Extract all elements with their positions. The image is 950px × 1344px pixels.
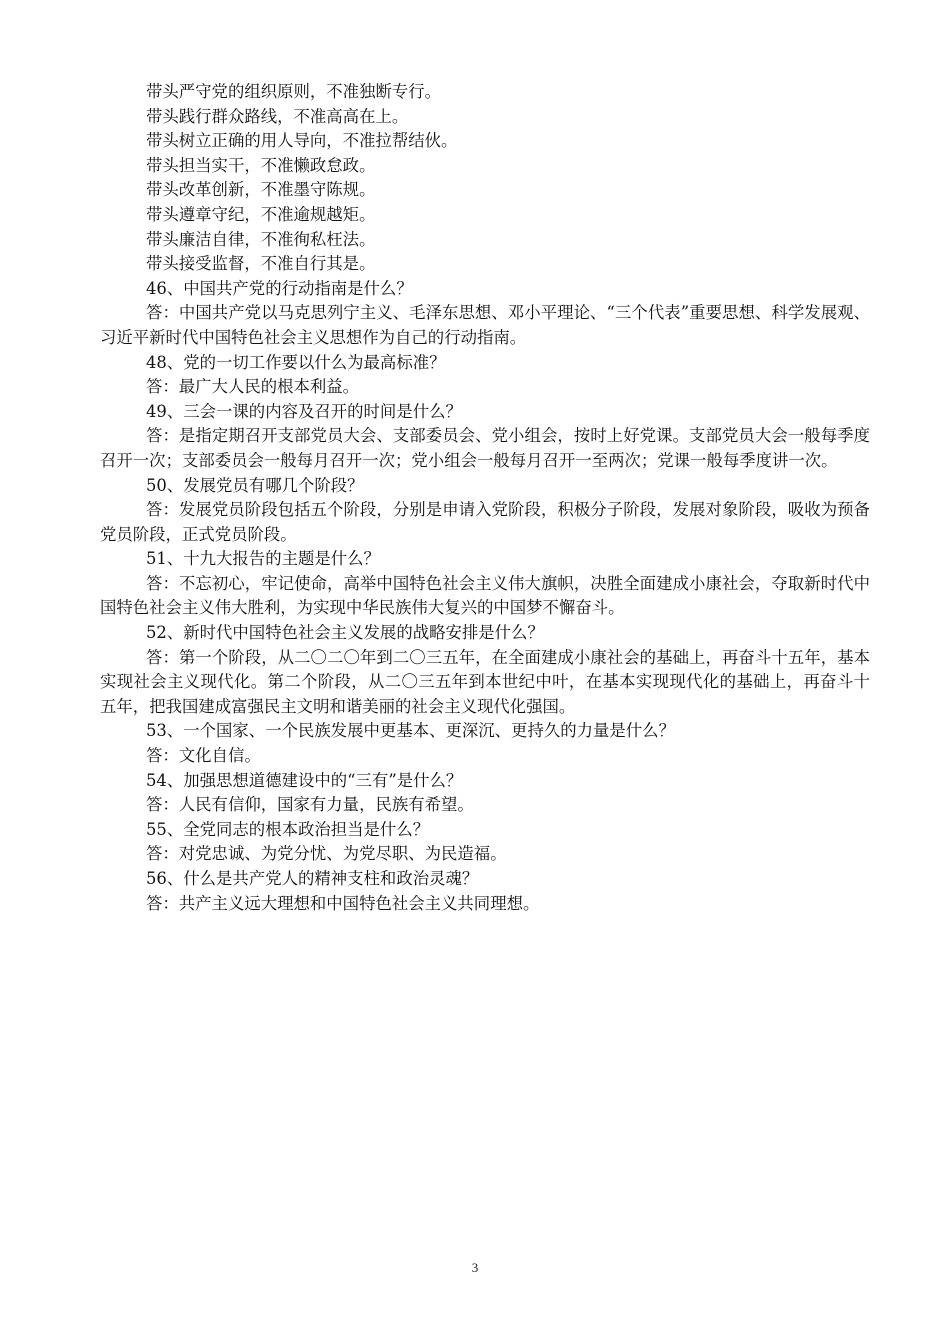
question-49: 49、三会一课的内容及召开的时间是什么？ bbox=[146, 401, 462, 421]
question-54: 54、加强思想道德建设中的“三有”是什么？ bbox=[146, 770, 463, 790]
answer-54: 答：人民有信仰，国家有力量，民族有希望。 bbox=[146, 795, 474, 815]
question-53: 53、一个国家、一个民族发展中更基本、更深沉、更持久的力量是什么？ bbox=[146, 721, 675, 741]
pledge-line: 带头廉洁自律，不准徇私枉法。 bbox=[146, 229, 376, 249]
question-50: 50、发展党员有哪几个阶段？ bbox=[146, 475, 364, 495]
question-52: 52、新时代中国特色社会主义发展的战略安排是什么？ bbox=[146, 623, 544, 643]
question-51: 51、十九大报告的主题是什么？ bbox=[146, 549, 380, 569]
pledge-line: 带头树立正确的用人导向，不准拉帮结伙。 bbox=[146, 131, 458, 151]
pledge-line: 带头遵章守纪，不准逾规越矩。 bbox=[146, 204, 376, 224]
question-48: 48、党的一切工作要以什么为最高标准？ bbox=[146, 352, 446, 372]
answer-53: 答：文化自信。 bbox=[146, 746, 261, 766]
question-46: 46、中国共产党的行动指南是什么？ bbox=[146, 278, 413, 298]
answer-52: 答：第一个阶段，从二〇二〇年到二〇三五年，在全面建成小康社会的基础上，再奋斗十五年，基本实现社会主义现代化。第二个阶段，从二〇三五年到本世纪中叶，在基本实现现代化的基础上，再奋斗十五年，把我国建成富强民主文明和谐美丽的社会主义现代化强国。 bbox=[100, 647, 870, 716]
document-body bbox=[100, 80, 870, 916]
pledge-line: 带头改革创新，不准墨守陈规。 bbox=[146, 180, 376, 200]
question-55: 55、全党同志的根本政治担当是什么？ bbox=[146, 819, 430, 839]
page-number: 3 bbox=[471, 1260, 479, 1275]
pledge-line: 带头践行群众路线，不准高高在上。 bbox=[146, 106, 409, 126]
answer-56: 答：共产主义远大理想和中国特色社会主义共同理想。 bbox=[146, 893, 540, 913]
pledge-line: 带头严守党的组织原则，不准独断专行。 bbox=[146, 82, 442, 101]
pledge-line: 带头接受监督，不准自行其是。 bbox=[146, 254, 376, 274]
answer-46: 答：中国共产党以马克思列宁主义、毛泽东思想、邓小平理论、“三个代表”重要思想、科学发展观、习近平新时代中国特色社会主义思想作为自己的行动指南。 bbox=[100, 303, 870, 347]
question-56: 56、什么是共产党人的精神支柱和政治灵魂？ bbox=[146, 869, 479, 888]
pledge-line: 带头担当实干，不准懒政怠政。 bbox=[146, 155, 376, 175]
answer-55: 答：对党忠诚、为党分忧、为党尽职、为民造福。 bbox=[146, 844, 507, 864]
answer-49: 答：是指定期召开支部党员大会、支部委员会、党小组会，按时上好党课。支部党员大会一般每季度召开一次；支部委员会一般每月召开一次；党小组会一般每月召开一至两次；党课一般每季度讲一次。 bbox=[100, 426, 870, 470]
answer-51: 答：不忘初心，牢记使命，高举中国特色社会主义伟大旗帜，决胜全面建成小康社会，夺取新时代中国特色社会主义伟大胜利，为实现中华民族伟大复兴的中国梦不懈奋斗。 bbox=[100, 573, 870, 618]
answer-50: 答：发展党员阶段包括五个阶段，分别是申请入党阶段，积极分子阶段，发展对象阶段，吸收为预备党员阶段，正式党员阶段。 bbox=[100, 500, 870, 544]
answer-48: 答：最广大人民的根本利益。 bbox=[146, 377, 360, 397]
